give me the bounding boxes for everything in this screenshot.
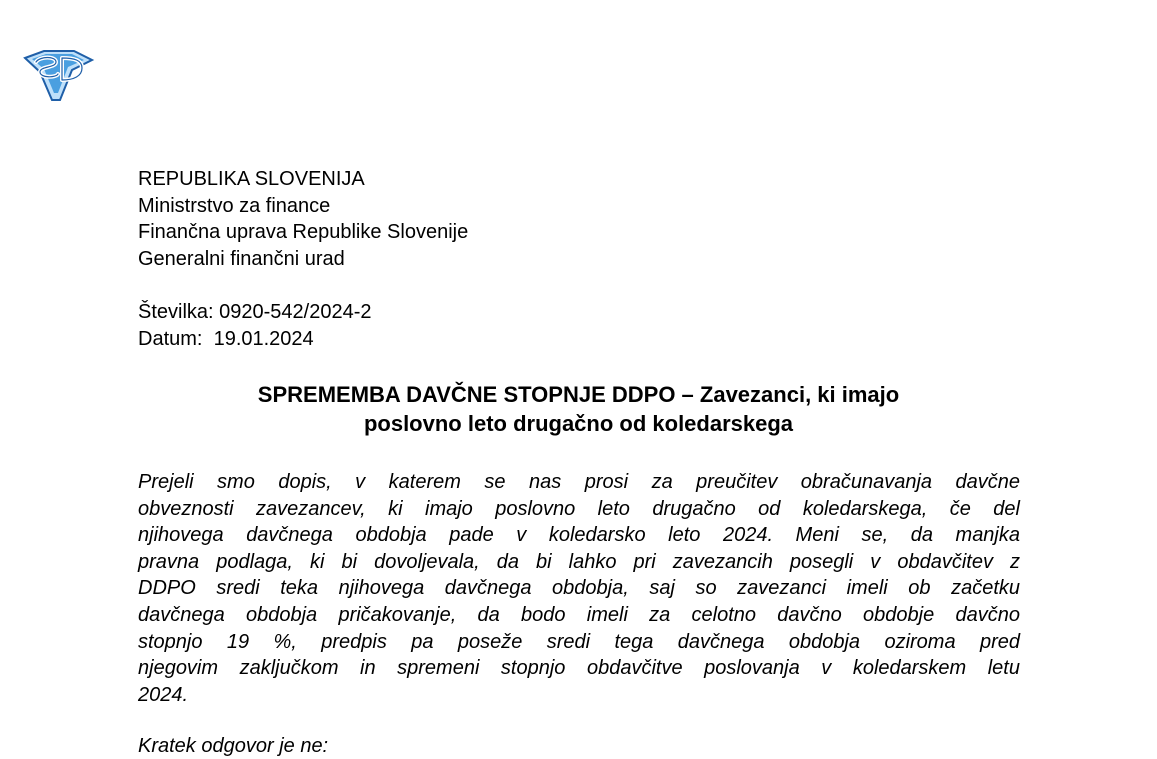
body-line: stopnjo 19 %, predpis pa poseže sredi tega davčnega obdobja oziroma pred [138,630,1020,653]
header-line-office: Generalni finančni urad [138,247,345,270]
body-line: 2024. [138,683,189,706]
title-line-1: SPREMEMBA DAVČNE STOPNJE DDPO – Zavezanci, ki imajo [257,382,900,407]
body-line: Prejeli smo dopis, v katerem se nas prosi za preučitev obračunavanja davčne [138,471,1020,493]
fu-logo-icon [22,48,94,104]
header-line-ministry: Ministrstvo za finance [138,194,331,217]
document-meta [138,299,372,352]
body-line: davčnega obdobja pričakovanje, da bodo imeli za celotno davčno obdobje davčno [138,603,1020,626]
header-line-administration: Finančna uprava Republike Slovenije [138,221,469,243]
issuer-header [138,166,468,272]
title-line-2: poslovno leto drugačno od koledarskega [363,411,794,436]
document-number: Številka: 0920-542/2024-2 [138,301,372,323]
document-date: Datum: 19.01.2024 [138,327,314,350]
document-title [0,380,1157,438]
body-line: pravna podlaga, ki bi dovoljevala, da bi lahko pri zavezancih posegli v obdavčitev z [138,550,1020,573]
body-paragraph [138,469,1020,708]
body-line: obveznosti zavezancev, ki imajo poslovno leto drugačno od koledarskega, če del [138,497,1020,520]
header-line-country: REPUBLIKA SLOVENIJA [138,168,365,190]
body-line: njegovim zaključkom in spremeni stopnjo obdavčitve poslovanja v koledarskem letu [138,657,1020,680]
body-line: DDPO sredi teka njihovega davčnega obdobja, saj so zavezanci imeli ob začetku [138,577,1020,600]
next-paragraph-partial: Kratek odgovor je ne: [138,735,329,757]
body-line: njihovega davčnega obdobja pade v koledarsko leto 2024. Meni se, da manjka [138,524,1020,547]
